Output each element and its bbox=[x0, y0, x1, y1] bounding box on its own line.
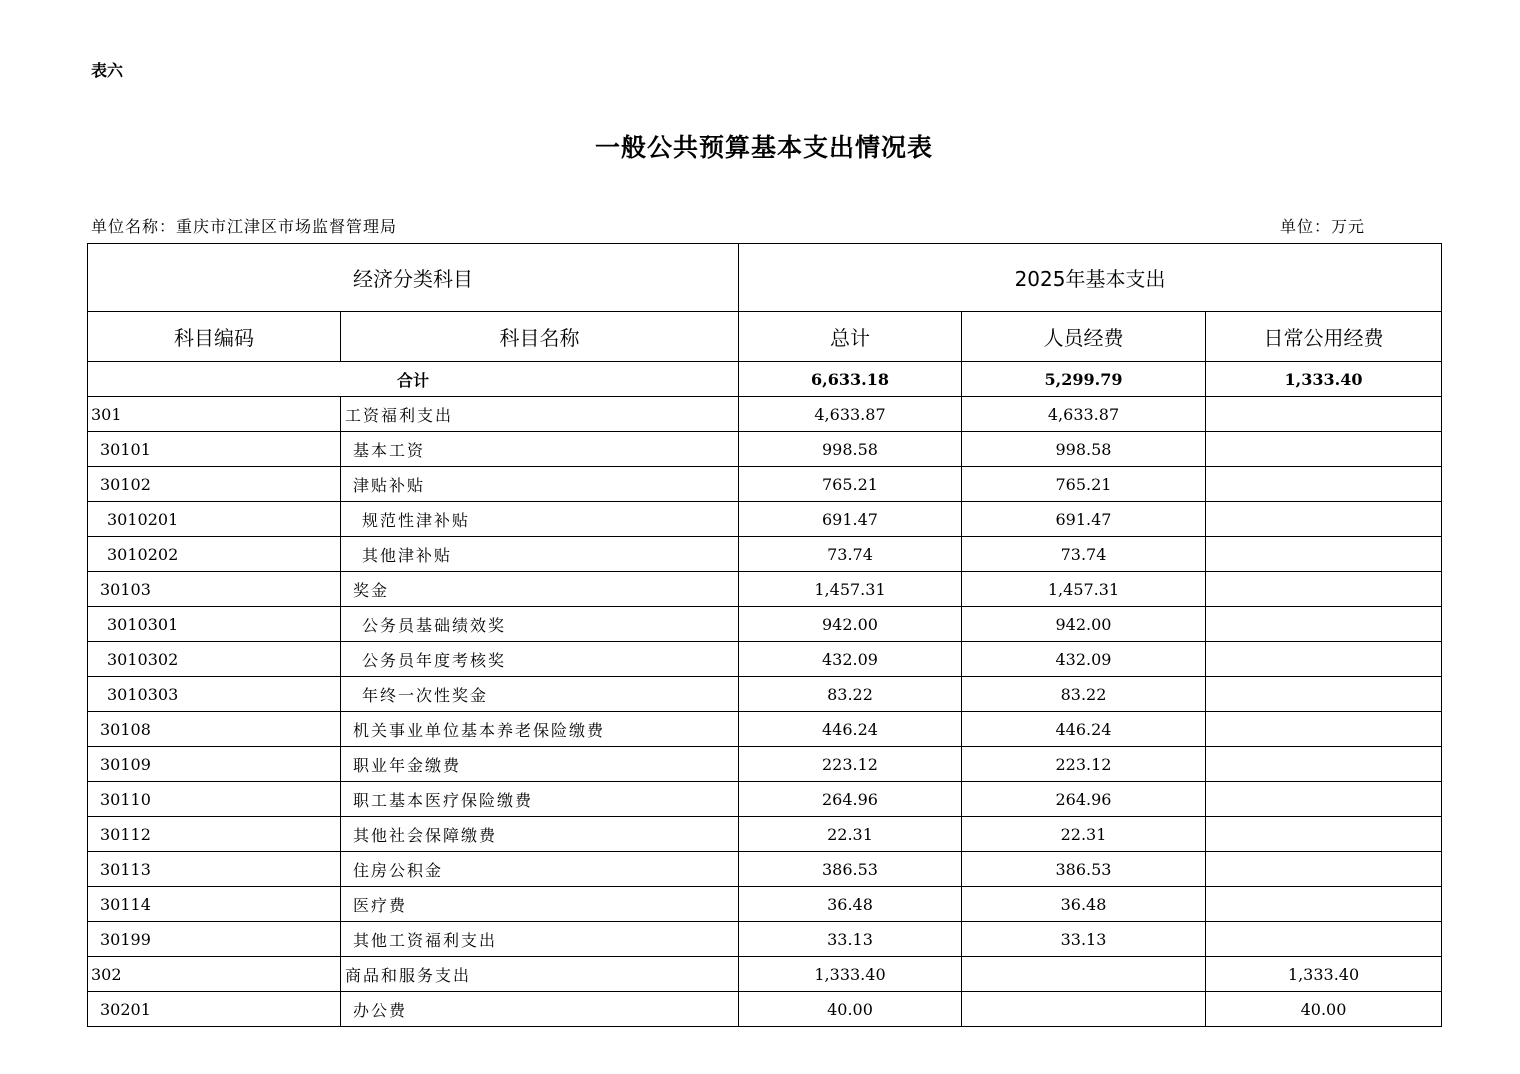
table-row bbox=[88, 957, 1442, 992]
subject-name: 年终一次性奖金 bbox=[341, 677, 739, 712]
total-public: 1,333.40 bbox=[1206, 362, 1442, 397]
personnel-cell: 22.31 bbox=[962, 817, 1206, 852]
public-cell bbox=[1206, 887, 1442, 922]
table-row bbox=[88, 502, 1442, 537]
personnel-cell bbox=[962, 957, 1206, 992]
header-economic-classification: 经济分类科目 bbox=[88, 244, 739, 312]
subject-name: 公务员年度考核奖 bbox=[341, 642, 739, 677]
personnel-cell: 691.47 bbox=[962, 502, 1206, 537]
total-cell: 386.53 bbox=[739, 852, 962, 887]
personnel-cell bbox=[962, 992, 1206, 1027]
subject-code: 30114 bbox=[88, 887, 341, 922]
currency-unit-label: 单位：万元 bbox=[1280, 217, 1366, 236]
personnel-cell: 942.00 bbox=[962, 607, 1206, 642]
total-cell: 33.13 bbox=[739, 922, 962, 957]
table-row bbox=[88, 887, 1442, 922]
total-cell: 765.21 bbox=[739, 467, 962, 502]
personnel-cell: 4,633.87 bbox=[962, 397, 1206, 432]
total-cell: 40.00 bbox=[739, 992, 962, 1027]
subject-name: 住房公积金 bbox=[341, 852, 739, 887]
subject-name: 其他津补贴 bbox=[341, 537, 739, 572]
table-row bbox=[88, 712, 1442, 747]
public-cell bbox=[1206, 467, 1442, 502]
subject-name: 机关事业单位基本养老保险缴费 bbox=[341, 712, 739, 747]
public-cell bbox=[1206, 502, 1442, 537]
header-public-expenses: 日常公用经费 bbox=[1206, 312, 1442, 362]
table-row bbox=[88, 607, 1442, 642]
table-number: 表六 bbox=[91, 61, 124, 80]
total-cell: 73.74 bbox=[739, 537, 962, 572]
header-basic-expenditure: 2025年基本支出 bbox=[739, 244, 1442, 312]
public-cell bbox=[1206, 432, 1442, 467]
table-row bbox=[88, 572, 1442, 607]
total-cell: 264.96 bbox=[739, 782, 962, 817]
public-cell bbox=[1206, 747, 1442, 782]
subject-code: 3010202 bbox=[88, 537, 341, 572]
table-row bbox=[88, 537, 1442, 572]
public-cell: 1,333.40 bbox=[1206, 957, 1442, 992]
subject-code: 30109 bbox=[88, 747, 341, 782]
public-cell bbox=[1206, 817, 1442, 852]
header-personnel-expenses: 人员经费 bbox=[962, 312, 1206, 362]
total-total: 6,633.18 bbox=[739, 362, 962, 397]
personnel-cell: 1,457.31 bbox=[962, 572, 1206, 607]
subject-code: 30201 bbox=[88, 992, 341, 1027]
public-cell bbox=[1206, 642, 1442, 677]
total-cell: 1,457.31 bbox=[739, 572, 962, 607]
public-cell bbox=[1206, 537, 1442, 572]
personnel-cell: 264.96 bbox=[962, 782, 1206, 817]
subject-code: 3010303 bbox=[88, 677, 341, 712]
personnel-cell: 223.12 bbox=[962, 747, 1206, 782]
public-cell bbox=[1206, 397, 1442, 432]
subject-name: 公务员基础绩效奖 bbox=[341, 607, 739, 642]
subject-code: 301 bbox=[88, 397, 341, 432]
public-cell bbox=[1206, 572, 1442, 607]
total-cell: 83.22 bbox=[739, 677, 962, 712]
public-cell bbox=[1206, 712, 1442, 747]
page-title: 一般公共预算基本支出情况表 bbox=[594, 133, 933, 162]
subject-name: 医疗费 bbox=[341, 887, 739, 922]
personnel-cell: 83.22 bbox=[962, 677, 1206, 712]
table-row bbox=[88, 397, 1442, 432]
subject-code: 30112 bbox=[88, 817, 341, 852]
table-row bbox=[88, 467, 1442, 502]
table-row bbox=[88, 747, 1442, 782]
table-row bbox=[88, 992, 1442, 1027]
table-row bbox=[88, 782, 1442, 817]
personnel-cell: 432.09 bbox=[962, 642, 1206, 677]
column-header-row bbox=[88, 312, 1442, 362]
personnel-cell: 998.58 bbox=[962, 432, 1206, 467]
subject-name: 津贴补贴 bbox=[341, 467, 739, 502]
header-subject-name: 科目名称 bbox=[341, 312, 739, 362]
total-cell: 998.58 bbox=[739, 432, 962, 467]
subject-name: 其他工资福利支出 bbox=[341, 922, 739, 957]
subject-code: 30199 bbox=[88, 922, 341, 957]
total-cell: 691.47 bbox=[739, 502, 962, 537]
subject-name: 商品和服务支出 bbox=[341, 957, 739, 992]
subject-code: 3010302 bbox=[88, 642, 341, 677]
subject-name: 职工基本医疗保险缴费 bbox=[341, 782, 739, 817]
total-row bbox=[88, 362, 1442, 397]
total-cell: 432.09 bbox=[739, 642, 962, 677]
subject-code: 302 bbox=[88, 957, 341, 992]
budget-table bbox=[87, 243, 1442, 1027]
personnel-cell: 386.53 bbox=[962, 852, 1206, 887]
personnel-cell: 446.24 bbox=[962, 712, 1206, 747]
subject-name: 其他社会保障缴费 bbox=[341, 817, 739, 852]
public-cell: 40.00 bbox=[1206, 992, 1442, 1027]
subject-code: 30113 bbox=[88, 852, 341, 887]
subject-code: 30103 bbox=[88, 572, 341, 607]
personnel-cell: 73.74 bbox=[962, 537, 1206, 572]
subject-name: 基本工资 bbox=[341, 432, 739, 467]
header-total: 总计 bbox=[739, 312, 962, 362]
total-cell: 1,333.40 bbox=[739, 957, 962, 992]
subject-name: 工资福利支出 bbox=[341, 397, 739, 432]
public-cell bbox=[1206, 782, 1442, 817]
subject-name: 规范性津补贴 bbox=[341, 502, 739, 537]
total-cell: 446.24 bbox=[739, 712, 962, 747]
subject-code: 3010201 bbox=[88, 502, 341, 537]
table-row bbox=[88, 852, 1442, 887]
table-row bbox=[88, 677, 1442, 712]
subject-code: 3010301 bbox=[88, 607, 341, 642]
group-header-row bbox=[88, 244, 1442, 312]
table-row bbox=[88, 817, 1442, 852]
subject-code: 30101 bbox=[88, 432, 341, 467]
table-row bbox=[88, 922, 1442, 957]
total-cell: 223.12 bbox=[739, 747, 962, 782]
header-subject-code: 科目编码 bbox=[88, 312, 341, 362]
personnel-cell: 765.21 bbox=[962, 467, 1206, 502]
table-row bbox=[88, 642, 1442, 677]
subject-code: 30108 bbox=[88, 712, 341, 747]
subject-code: 30102 bbox=[88, 467, 341, 502]
public-cell bbox=[1206, 607, 1442, 642]
total-cell: 36.48 bbox=[739, 887, 962, 922]
total-cell: 942.00 bbox=[739, 607, 962, 642]
unit-name-label: 单位名称：重庆市江津区市场监督管理局 bbox=[91, 217, 398, 236]
personnel-cell: 33.13 bbox=[962, 922, 1206, 957]
total-label: 合计 bbox=[88, 362, 739, 397]
public-cell bbox=[1206, 852, 1442, 887]
subject-code: 30110 bbox=[88, 782, 341, 817]
table-row bbox=[88, 432, 1442, 467]
subject-name: 奖金 bbox=[341, 572, 739, 607]
total-cell: 4,633.87 bbox=[739, 397, 962, 432]
subject-name: 职业年金缴费 bbox=[341, 747, 739, 782]
public-cell bbox=[1206, 677, 1442, 712]
subject-name: 办公费 bbox=[341, 992, 739, 1027]
public-cell bbox=[1206, 922, 1442, 957]
total-cell: 22.31 bbox=[739, 817, 962, 852]
personnel-cell: 36.48 bbox=[962, 887, 1206, 922]
total-personnel: 5,299.79 bbox=[962, 362, 1206, 397]
